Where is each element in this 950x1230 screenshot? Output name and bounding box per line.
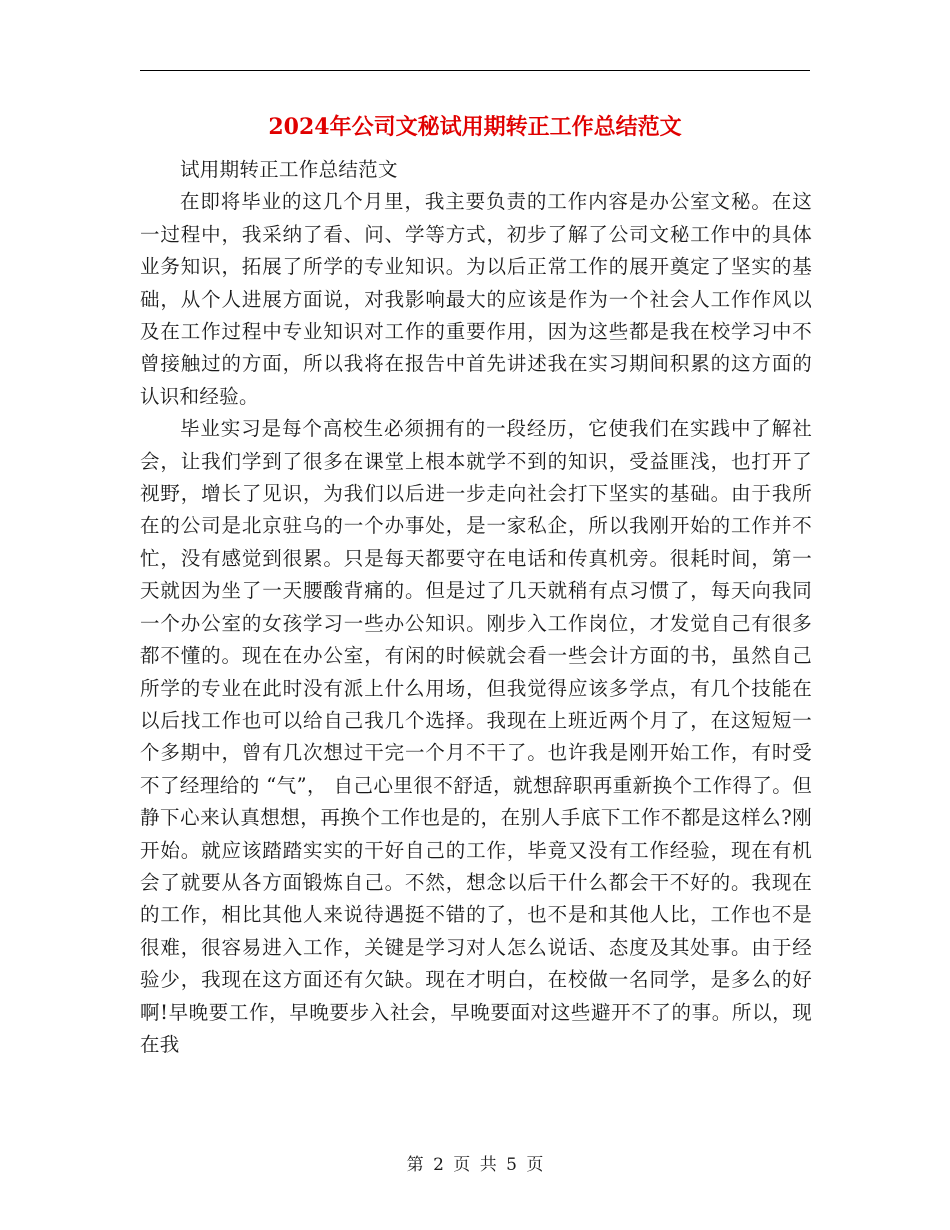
paragraph-2: 毕业实习是每个高校生必须拥有的一段经历，它使我们在实践中了解社会，让我们学到了很多在课堂上根本就学不到的知识，受益匪浅，也打开了视野，增长了见识，为我们以后进一步走向社会打下坚实的基础。由于我所在的公司是北京驻乌的一个办事处，是一家私企，所以我刚开始的工作并不忙，没有感觉到很累。只是每天都要守在电话和传真机旁。很耗时间，第一天就因为坐了一天腰酸背痛的。但是过了几天就稍有点习惯了，每天向我同一个办公室的女孩学习一些办公知识。刚步入工作岗位，才发觉自己有很多都不懂的。现在在办公室，有闲的时候就会看一些会计方面的书，虽然自己所学的专业在此时没有派上什么用场，但我觉得应该多学点，有几个技能在以后找工作也可以给自己我几个选择。我现在上班近两个月了，在这短短一个多期中，曾有几次想过干完一个月不干了。也许我是刚开始工作，有时受不了经理给的 “气”， 自己心里很不舒适，就想辞职再重新换个工作得了。但静下心来认真想想，再换个工作也是的，在别人手底下工作不都是这样么?刚开始。就应该踏踏实实的干好自己的工作，毕竟又没有工作经验，现在有机会了就要从各方面锻炼自己。不然，想念以后干什么都会干不好的。我现在的工作，相比其他人来说待遇挺不错的了，也不是和其他人比，工作也不是很难，很容易进入工作，关键是学习对人怎么说话、态度及其处事。由于经验少，我现在这方面还有欠缺。现在才明白，在校做一名同学，是多么的好啊!早晚要工作，早晚要步入社会，早晚要面对这些避开不了的事。所以，现在我 bbox=[140, 417, 812, 1056]
document-body bbox=[140, 154, 812, 1061]
page-number-footer: 第 2 页 共 5 页 bbox=[406, 1155, 544, 1175]
header-rule bbox=[140, 70, 810, 71]
document-title: 2024年公司文秘试用期转正工作总结范文 bbox=[268, 114, 682, 140]
subtitle: 试用期转正工作总结范文 bbox=[179, 158, 398, 181]
paragraph-1: 在即将毕业的这几个月里，我主要负责的工作内容是办公室文秘。在这一过程中，我采纳了看、问、学等方式，初步了解了公司文秘工作中的具体业务知识，拓展了所学的专业知识。为以后正常工作的展开奠定了坚实的基础，从个人进展方面说，对我影响最大的应该是作为一个社会人工作作风以及在工作过程中专业知识对工作的重要作用，因为这些都是我在校学习中不曾接触过的方面，所以我将在报告中首先讲述我在实习期间积累的这方面的认识和经验。 bbox=[140, 190, 812, 408]
